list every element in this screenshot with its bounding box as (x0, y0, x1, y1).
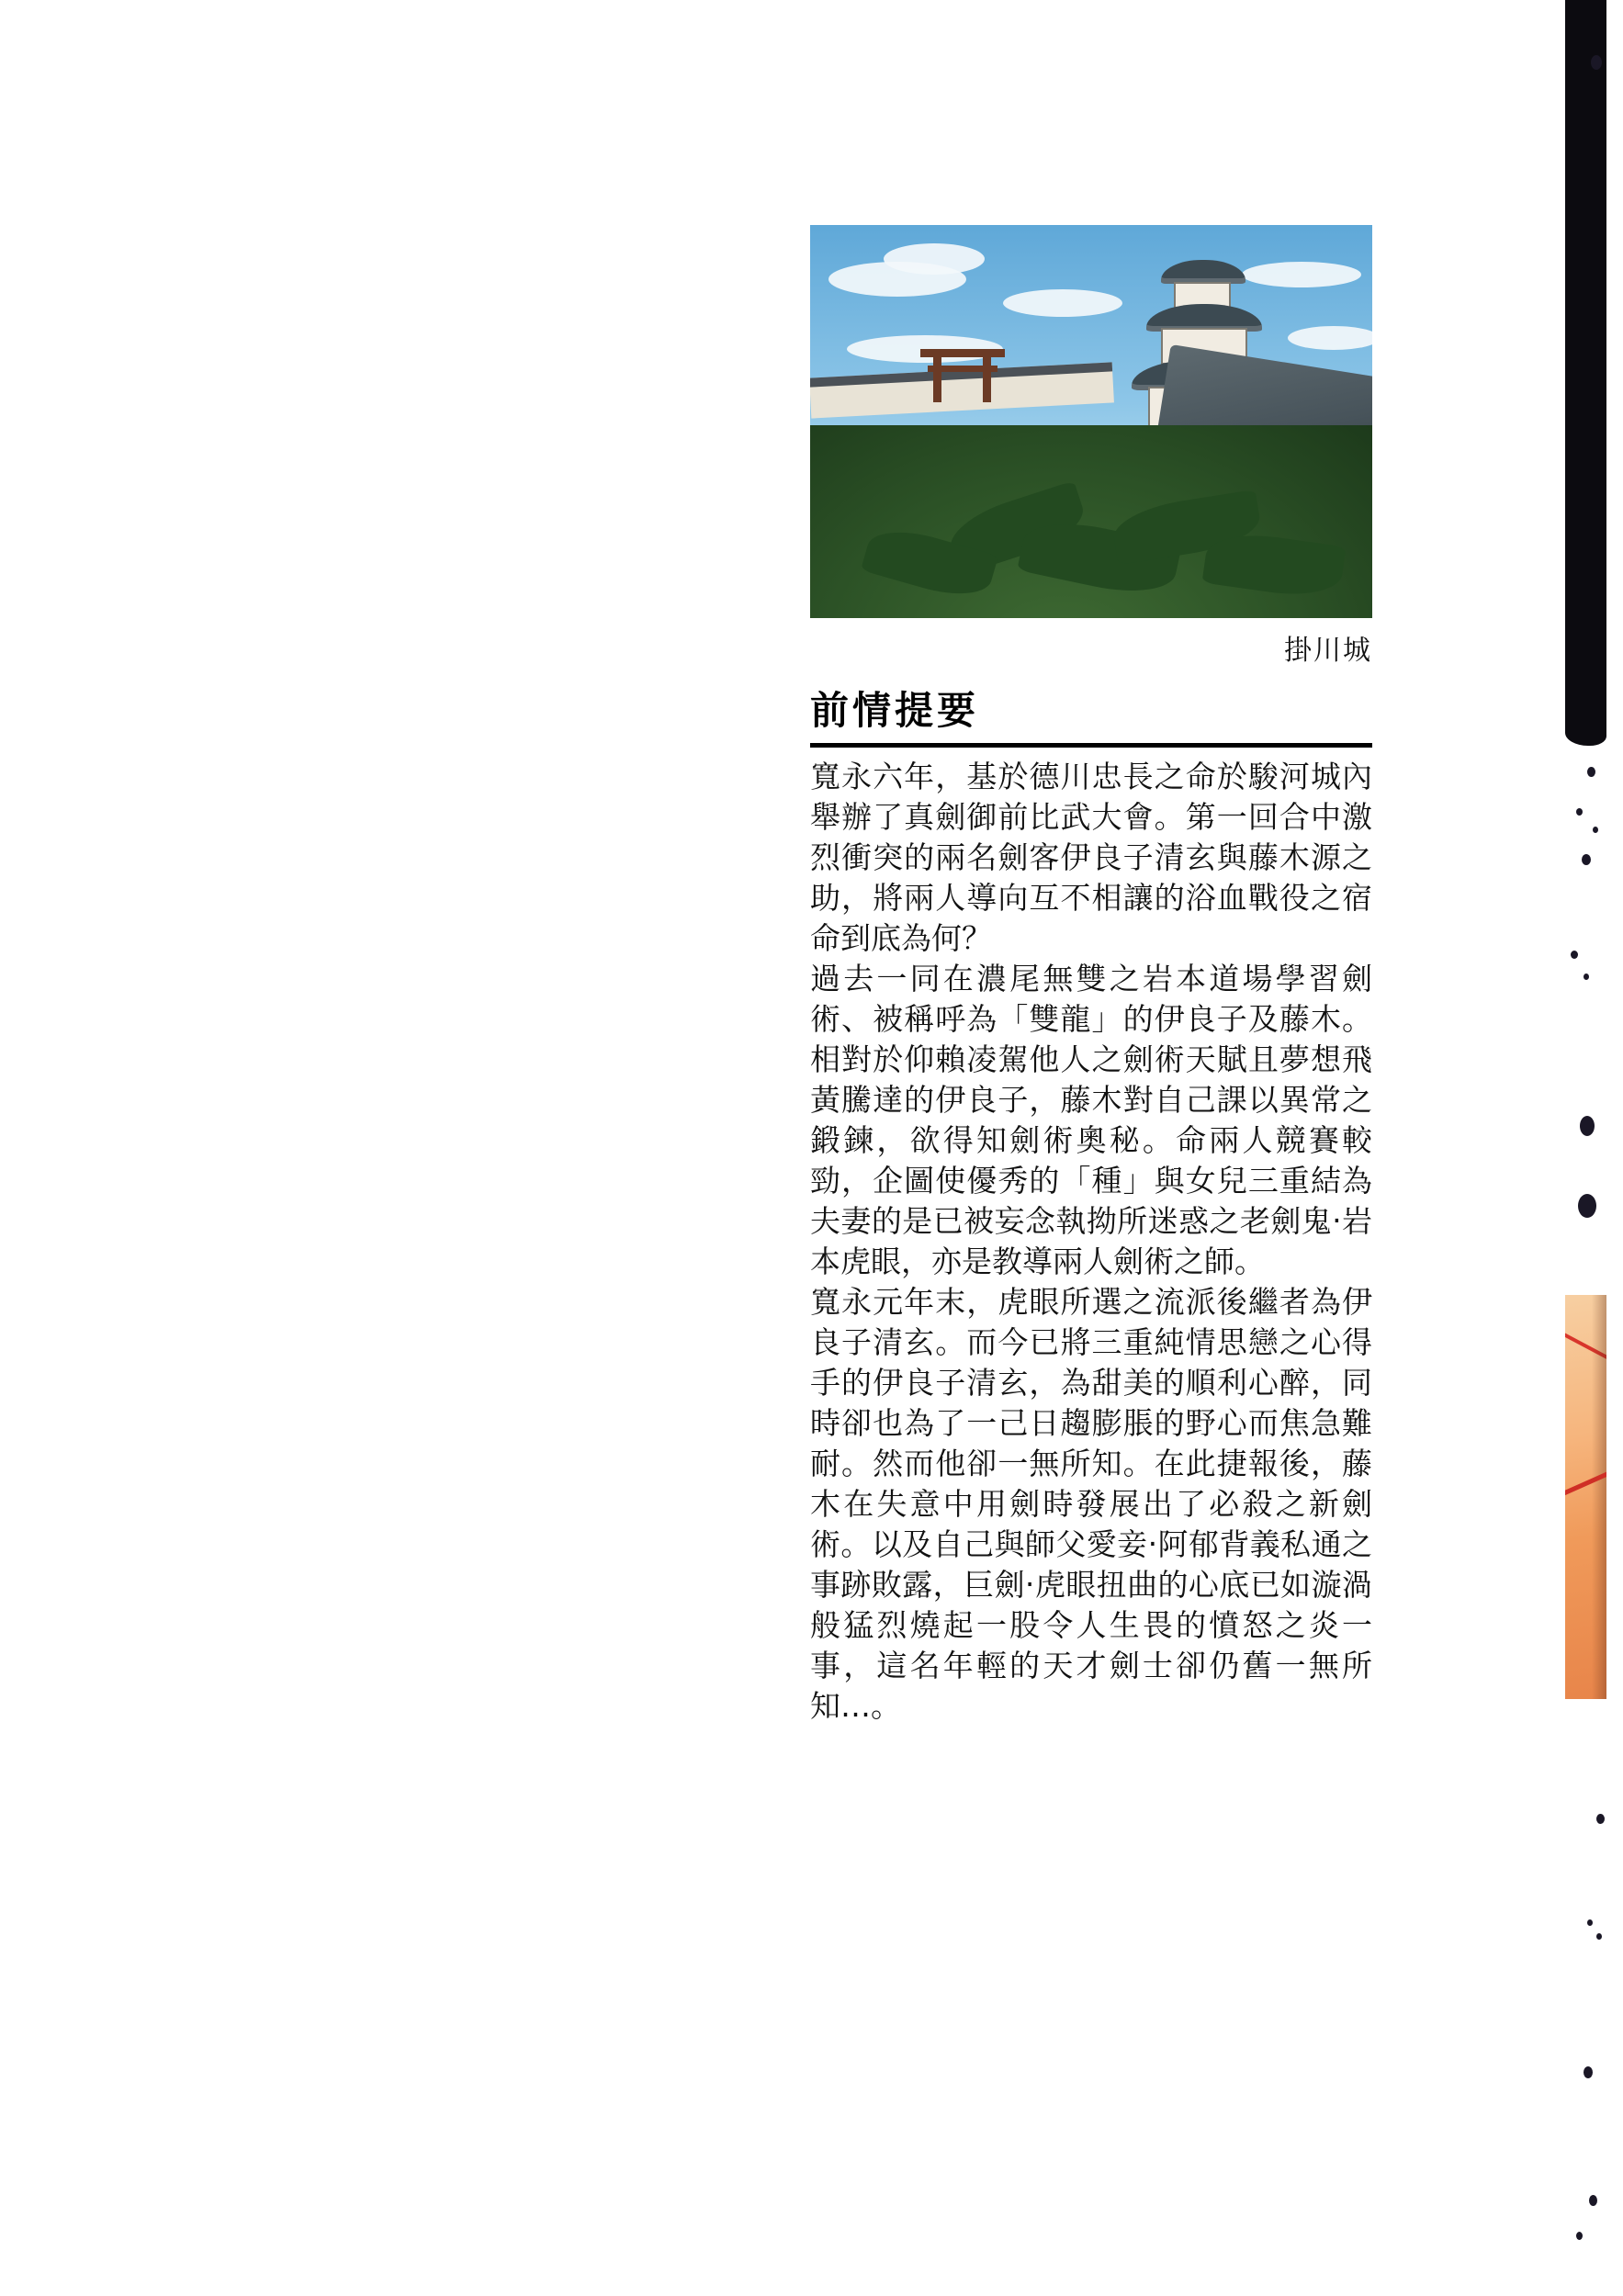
cloud (884, 243, 985, 275)
castle-photo (810, 225, 1372, 618)
ink-speck (1596, 1933, 1602, 1940)
ink-speck (1591, 55, 1602, 70)
ink-speck (1587, 767, 1595, 777)
ink-speck (1576, 808, 1583, 816)
ink-speck (1571, 951, 1578, 959)
torii-gate (920, 349, 1005, 402)
black-panel-edge (1565, 0, 1606, 726)
character-art-edge (1565, 1295, 1606, 1699)
ink-speck (1589, 2195, 1597, 2206)
torii-right-post (983, 349, 991, 402)
ink-speck (1576, 2232, 1583, 2240)
facing-page-edge-strip (1565, 0, 1623, 2296)
title-divider (810, 743, 1372, 748)
body-text (810, 757, 1398, 1727)
torii-left-post (933, 349, 941, 402)
castle-roof-top (1161, 260, 1245, 284)
ink-speck (1587, 1919, 1593, 1926)
ink-speck (1584, 974, 1589, 980)
ink-speck (1596, 1814, 1605, 1824)
cloud (1003, 289, 1122, 317)
paragraph: 過去一同在濃尾無雙之岩本道場學習劍術、被稱呼為「雙龍」的伊良子及藤木。相對於仰賴凌駕他人之劍術天賦且夢想飛黃騰達的伊良子，藤木對自己課以異常之鍛鍊，欲得知劍術奧秘。命兩人競賽較勁，企圖使優秀的「種」與女兒三重結為夫妻的是已被妄念執拗所迷惑之老劍鬼‧岩本虎眼，亦是教導兩人劍術之師。 (810, 961, 1372, 1279)
paragraph: 寬永六年，基於德川忠長之命於駿河城內舉辦了真劍御前比武大會。第一回合中激烈衝突的兩名劍客伊良子清玄與藤木源之助，將兩人導向互不相讓的浴血戰役之宿命到底為何？ (810, 759, 1372, 956)
paragraph: 寬永元年末，虎眼所選之流派後繼者為伊良子清玄。而今已將三重純情思戀之心得手的伊良子清玄，為甜美的順利心醉，同時卻也為了一己日趨膨脹的野心而焦急難耐。然而他卻一無所知。在此捷報後，藤木在失意中用劍時發展出了必殺之新劍術。以及自己與師父愛妾‧阿郁背義私通之事跡敗露，巨劍‧虎眼扭曲的心底已如漩渦般猛烈燒起一股令人生畏的憤怒之炎一事，這名年輕的天才劍士卻仍舊一無所知…。 (810, 1284, 1372, 1724)
section-title: 前情提要 (810, 688, 980, 733)
content-column (810, 225, 1398, 1727)
ink-speck (1580, 1116, 1595, 1136)
ink-speck (1582, 854, 1591, 865)
ink-speck (1578, 1194, 1596, 1218)
ink-speck (1584, 2066, 1593, 2078)
ink-speck (1593, 827, 1598, 833)
cloud (1288, 326, 1372, 350)
art-shadow (1592, 1295, 1606, 1699)
figure-caption: 掛川城 (1284, 635, 1372, 667)
